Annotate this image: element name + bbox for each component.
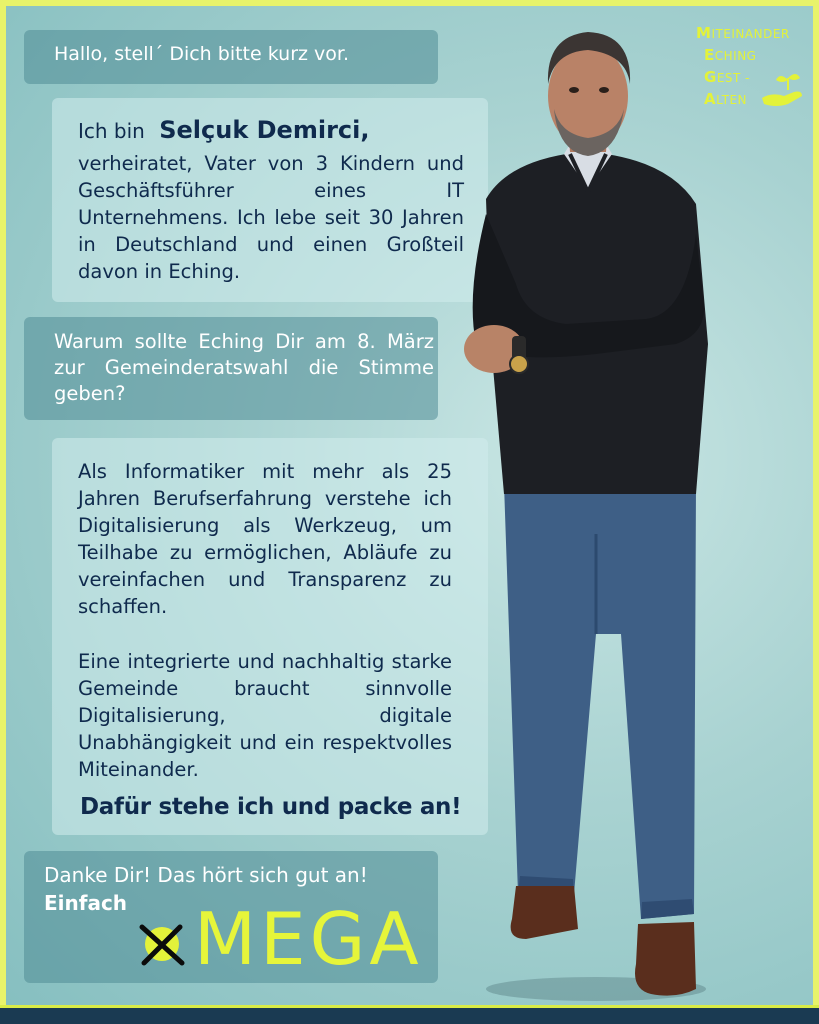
logo-line-3: GEST - [704,68,750,86]
question-box-intro [24,30,438,84]
hand-with-sprout-icon [758,68,806,108]
footer-bar [0,1005,819,1024]
answer-vote-paragraph-1: Als Informatiker mit mehr als 25 Jahren Berufserfahrung verstehe ich Digitalisierung als Werkzeug, um Teilhabe zu ermöglichen, Abläufe zu vereinfachen und Transparenz zu schaffen. [78,460,452,618]
candidate-photo [446,14,736,1010]
answer-intro-body: verheiratet, Vater von 3 Kindern und Geschäftsführer eines IT Unternehmens. Ich lebe seit 30 Jahren in Deutschland und einen Großteil davon in Eching. [78,152,464,283]
ballot-cross-icon [136,921,188,967]
question-intro-text: Hallo, stell´ Dich bitte kurz vor. [54,43,349,65]
answer-closing-statement: Dafür stehe ich und packe an! [80,794,462,820]
logo-miteinander-eching [696,24,813,120]
answer-intro-line [78,116,369,144]
logo-line-1: MITEINANDER [696,24,790,42]
mega-wordmark: MEGA [194,897,423,981]
closing-thanks-text: Danke Dir! Das hört sich gut an! [44,863,368,887]
question-box-vote [24,317,438,420]
answer-box-intro [52,98,488,302]
closing-box [24,851,438,983]
poster-background [6,6,813,1010]
candidate-name: Selçuk Demirci, [159,116,370,144]
answer-box-vote [52,438,488,835]
closing-einfach-text: Einfach [44,891,128,915]
logo-line-2: ECHING [704,46,757,64]
logo-line-4: ALTEN [704,90,748,108]
question-vote-text: Warum sollte Eching Dir am 8. März zur Gemeinderatswahl die Stimme geben? [54,330,434,405]
answer-vote-paragraph-2: Eine integrierte und nachhaltig starke Gemeinde braucht sinnvolle Digitalisierung, digitale Unabhängigkeit und ein respektvolles Miteinander. [78,650,452,781]
answer-intro-prefix: Ich bin [78,119,145,143]
